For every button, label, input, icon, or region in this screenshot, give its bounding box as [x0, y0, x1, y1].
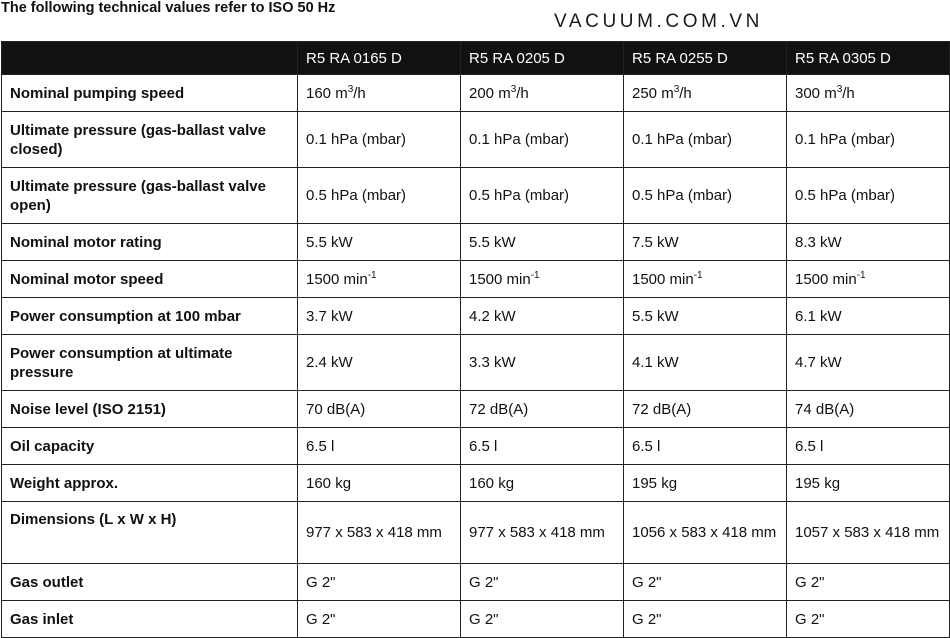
value-cell: [298, 391, 461, 428]
value-text: 250 m: [632, 84, 674, 102]
value-cell: [461, 564, 624, 601]
value-text: 3.3 kW: [469, 354, 516, 371]
value-text: 977 x 583 x 418 mm: [306, 524, 442, 541]
value-text: 160 kg: [469, 474, 515, 492]
value-cell: [787, 224, 950, 261]
value-text: 200 m: [469, 84, 511, 102]
value-text: 6.5 l: [795, 437, 824, 455]
value-text: G 2": [469, 610, 499, 628]
value-text: 70 dB(A): [306, 400, 366, 418]
value-text: 3.7 kW: [306, 307, 353, 325]
value-text: 195 kg: [795, 474, 841, 492]
value-text: 72 dB(A): [469, 400, 529, 418]
value-text: 4.7 kW: [795, 354, 842, 371]
value-cell: [624, 224, 787, 261]
table-row: [2, 168, 950, 224]
value-text: 160 kg: [306, 474, 352, 492]
value-superscript: -1: [367, 269, 377, 281]
value-cell: [624, 502, 787, 564]
value-cell: [461, 391, 624, 428]
page-heading: The following technical values refer to ISO 50 Hz: [1, 0, 336, 16]
value-text: 1500 min: [795, 270, 857, 288]
value-text: 195 kg: [632, 474, 678, 492]
value-text: 2.4 kW: [306, 354, 353, 371]
value-text: 977 x 583 x 418 mm: [469, 524, 605, 541]
value-superscript: -1: [530, 269, 540, 281]
value-text: 6.5 l: [632, 437, 661, 455]
value-text: 0.5 hPa (mbar): [632, 187, 733, 204]
table-row: [2, 564, 950, 601]
model-header: R5 RA 0205 D: [461, 42, 624, 75]
row-label: Ultimate pressure (gas-ballast valve open): [2, 168, 298, 224]
row-label: Nominal motor speed: [2, 261, 298, 298]
value-cell: [461, 75, 624, 112]
value-text: 8.3 kW: [795, 233, 842, 251]
row-label: Gas outlet: [2, 564, 298, 601]
value-cell: [624, 465, 787, 502]
value-cell: [298, 428, 461, 465]
table-row: [2, 428, 950, 465]
value-cell: [624, 564, 787, 601]
value-cell: [461, 502, 624, 564]
value-superscript: 3: [347, 83, 354, 95]
value-text: 5.5 kW: [469, 233, 516, 251]
value-text: 300 m: [795, 84, 837, 102]
value-cell: [624, 75, 787, 112]
value-text: 0.5 hPa (mbar): [469, 187, 570, 204]
value-cell: [298, 564, 461, 601]
table-row: [2, 335, 950, 391]
value-cell: [461, 168, 624, 224]
value-text: 1500 min: [632, 270, 694, 288]
value-cell: [624, 261, 787, 298]
value-cell: [298, 112, 461, 168]
value-superscript: 3: [673, 83, 680, 95]
value-text: 74 dB(A): [795, 400, 855, 418]
table-row: [2, 298, 950, 335]
value-cell: [461, 428, 624, 465]
value-cell: [624, 112, 787, 168]
value-text: 7.5 kW: [632, 233, 679, 251]
value-cell: [624, 298, 787, 335]
value-text: 1500 min: [306, 270, 368, 288]
value-cell: [787, 391, 950, 428]
row-label: Gas inlet: [2, 601, 298, 638]
value-unit-suffix: /h: [842, 84, 855, 102]
row-label: Dimensions (L x W x H): [2, 502, 298, 564]
value-cell: [624, 601, 787, 638]
site-watermark: VACUUM.COM.VN: [554, 11, 764, 32]
row-label: Noise level (ISO 2151): [2, 391, 298, 428]
table-row: [2, 112, 950, 168]
value-text: G 2": [306, 610, 336, 628]
value-cell: [787, 168, 950, 224]
value-text: 72 dB(A): [632, 400, 692, 418]
row-label: Nominal motor rating: [2, 224, 298, 261]
value-superscript: -1: [856, 269, 866, 281]
value-cell: [298, 335, 461, 391]
value-text: 6.5 l: [306, 437, 335, 455]
row-label: Oil capacity: [2, 428, 298, 465]
value-text: 4.2 kW: [469, 307, 516, 325]
value-text: 6.5 l: [469, 437, 498, 455]
table-row: [2, 502, 950, 564]
table-row: [2, 75, 950, 112]
table-row: [2, 224, 950, 261]
value-text: 4.1 kW: [632, 354, 679, 371]
value-text: 0.1 hPa (mbar): [632, 131, 733, 148]
value-text: 5.5 kW: [306, 233, 353, 251]
value-text: 160 m: [306, 84, 348, 102]
value-unit-suffix: /h: [353, 84, 366, 102]
value-text: G 2": [795, 610, 825, 628]
value-unit-suffix: /h: [516, 84, 529, 102]
row-label: Weight approx.: [2, 465, 298, 502]
value-cell: [787, 335, 950, 391]
value-cell: [624, 335, 787, 391]
value-cell: [787, 428, 950, 465]
value-text: 1500 min: [469, 270, 531, 288]
value-cell: [787, 298, 950, 335]
value-text: 6.1 kW: [795, 307, 842, 325]
value-cell: [461, 601, 624, 638]
value-cell: [298, 502, 461, 564]
table-header-row: [2, 42, 950, 75]
value-text: G 2": [632, 573, 662, 591]
value-cell: [787, 601, 950, 638]
value-text: G 2": [795, 573, 825, 591]
model-header: R5 RA 0165 D: [298, 42, 461, 75]
table-row: [2, 465, 950, 502]
model-header: R5 RA 0255 D: [624, 42, 787, 75]
value-text: 1057 x 583 x 418 mm: [795, 524, 940, 541]
value-cell: [298, 224, 461, 261]
value-text: G 2": [469, 573, 499, 591]
value-cell: [298, 168, 461, 224]
value-cell: [461, 298, 624, 335]
value-cell: [298, 465, 461, 502]
value-superscript: -1: [693, 269, 703, 281]
value-text: 0.5 hPa (mbar): [795, 187, 896, 204]
row-label: Nominal pumping speed: [2, 75, 298, 112]
value-cell: [787, 502, 950, 564]
model-header: R5 RA 0305 D: [787, 42, 950, 75]
value-text: 1056 x 583 x 418 mm: [632, 524, 777, 541]
value-cell: [461, 465, 624, 502]
value-text: G 2": [306, 573, 336, 591]
value-cell: [298, 601, 461, 638]
value-text: 0.1 hPa (mbar): [306, 131, 407, 148]
value-cell: [461, 335, 624, 391]
value-cell: [298, 261, 461, 298]
value-cell: [787, 75, 950, 112]
value-cell: [298, 298, 461, 335]
row-label: Power consumption at ultimate pressure: [2, 335, 298, 391]
value-cell: [461, 224, 624, 261]
value-cell: [461, 261, 624, 298]
value-text: 5.5 kW: [632, 307, 679, 325]
table-row: [2, 261, 950, 298]
value-text: 0.1 hPa (mbar): [795, 131, 896, 148]
row-label: Ultimate pressure (gas-ballast valve closed): [2, 112, 298, 168]
value-cell: [298, 75, 461, 112]
value-superscript: 3: [836, 83, 843, 95]
value-cell: [624, 428, 787, 465]
value-unit-suffix: /h: [679, 84, 692, 102]
value-text: 0.1 hPa (mbar): [469, 131, 570, 148]
specifications-table: [1, 41, 950, 638]
value-cell: [624, 168, 787, 224]
table-body: [2, 75, 950, 638]
value-cell: [787, 465, 950, 502]
header-corner-cell: [2, 42, 298, 75]
value-cell: [787, 112, 950, 168]
value-cell: [787, 564, 950, 601]
row-label: Power consumption at 100 mbar: [2, 298, 298, 335]
value-cell: [787, 261, 950, 298]
value-text: G 2": [632, 610, 662, 628]
value-cell: [461, 112, 624, 168]
value-cell: [624, 391, 787, 428]
value-superscript: 3: [510, 83, 517, 95]
table-row: [2, 601, 950, 638]
table-row: [2, 391, 950, 428]
value-text: 0.5 hPa (mbar): [306, 187, 407, 204]
